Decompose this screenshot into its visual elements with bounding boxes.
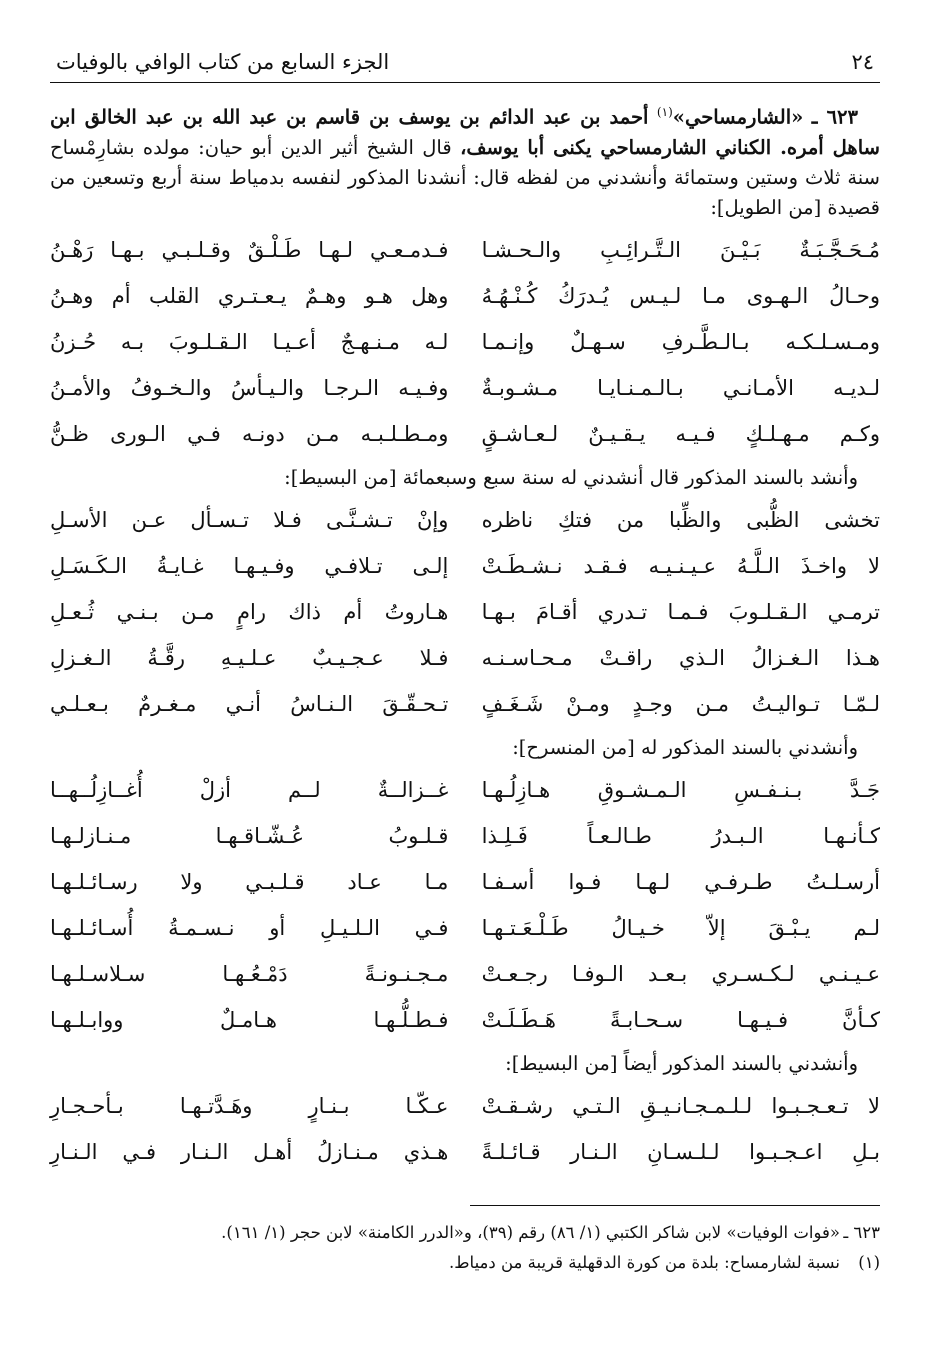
running-header	[50, 40, 880, 83]
verse-second-hemistich: قـلـوبُ عُـشّـاقـهـا مـنـازلـهـا	[50, 823, 449, 848]
verse	[50, 589, 880, 635]
verse-second-hemistich: فـدمـعـي لـهـا طَـلْـقٌ وقـلـبـي بـهـا رَهْـنُ	[50, 237, 449, 262]
biography-entry	[50, 97, 880, 223]
verse	[50, 905, 880, 951]
verse-first-hemistich: كـأنَّ فـيـهـا سـحـابـةً هَـطَـلَـتْ	[481, 1007, 880, 1032]
verse-first-hemistich: لا واخـذَ الـلَّـهُ عـيـنـيـه فـقـد نـشـطَـتْ	[481, 553, 880, 578]
verse	[50, 1129, 880, 1175]
verse-first-hemistich: بـلِ اعـجـبـوا لـلـسـانِ الـنـار قـائـلـةً	[481, 1139, 880, 1164]
verse-first-hemistich: أرسـلـتُ طـرفـي لـهـا فـوا أسـفـا	[481, 869, 880, 894]
verse-first-hemistich: لـديـه الأمـانـي بـالـمـنـايـا مـشـوبـةٌ	[481, 375, 880, 400]
verse-first-hemistich: وحـالُ الـهـوى مـا لـيـس يُـدرَكُ كُـنْـهُـهُ	[481, 283, 880, 308]
footnote-number: (١)	[858, 1252, 880, 1272]
verse-first-hemistich: لـمّـا تـواليـتُ مـن وجـدٍ ومـنْ شَـغَـفٍ	[481, 691, 880, 716]
verse	[50, 681, 880, 727]
verse-second-hemistich: هـاروتُ أم ذاك رامٍ مـن بـنـي ثُـعـلِ	[50, 599, 449, 624]
verse	[50, 767, 880, 813]
footnotes	[50, 1218, 880, 1278]
footnote-marker: (١)	[656, 105, 673, 119]
verse-first-hemistich: ترمـي الـقـلـوبَ فـمـا تـدري أقـامَ بـهـا	[481, 599, 880, 624]
verse-first-hemistich: جَـدَّ بـنـفـسِ الـمـشـوقِ هـازِلُـهـا	[481, 777, 880, 802]
poem-intro: وأنشدني بالسند المذكور له [من المنسرح]:	[512, 735, 858, 759]
footnote-number: ٦٢٣ ـ	[843, 1222, 880, 1242]
verse-second-hemistich: تـحـقّـقَ الـنـاسُ أنـي مـغـرمٌ بـعـلـي	[50, 691, 449, 716]
verse-second-hemistich: عـكّـا بـنـارٍ وهَـدَّتـهـا بـأحـجـارِ	[50, 1093, 449, 1118]
verse	[50, 951, 880, 997]
verse	[50, 227, 880, 273]
poem-2	[50, 497, 880, 727]
verse-first-hemistich: كـأنـهـا الـبـدرُ طـالـعـاً فَـلِـذا	[481, 823, 880, 848]
verse	[50, 543, 880, 589]
verse-first-hemistich: وكـم مـهـلـكٍ فـيـه يـقـيـنٌ لـعـاشـقٍ	[481, 421, 880, 446]
verse-first-hemistich: عـيـنـي لـكـسـري بـعـد الـوفـا رجـعـتْ	[481, 961, 880, 986]
verse-second-hemistich: فـي الـلـيـلِ أو نـسـمـةُ أُسـائـلـهـا	[50, 915, 449, 940]
verse-second-hemistich: فـطـلُّـهـا هـامـلٌ ووابـلـهـا	[50, 1007, 449, 1032]
verse	[50, 1083, 880, 1129]
verse	[50, 319, 880, 365]
verse-first-hemistich: لـم يـبْـقَ إلاّ خـيـالُ طَـلْـعَـتـهـا	[481, 915, 880, 940]
verse-second-hemistich: فـلا عـجـيـبٌ عـلـيـهِ رقَّـةُ الـغـزلِ	[50, 645, 449, 670]
footnote	[50, 1248, 880, 1278]
verse-second-hemistich: مـجـنـونـةً دَمْـعُـهـا سـلاسـلـهـا	[50, 961, 449, 986]
verse	[50, 813, 880, 859]
verse	[50, 411, 880, 457]
verse-second-hemistich: وفـيـه الـرجـا والـيـأسُ والـخـوفُ والأمـنُ	[50, 375, 449, 400]
entry-heading: «الشارمساحي»	[672, 105, 804, 129]
verse	[50, 859, 880, 905]
verse	[50, 273, 880, 319]
verse-second-hemistich: إلـى تـلافـي وفـيـهـا غـايـةُ الـكَـسَـلِ	[50, 553, 449, 578]
verse-second-hemistich: هـذي مـنـازلُ أهـل الـنـار فـي الـنـارِ	[50, 1139, 449, 1164]
poem-1	[50, 227, 880, 457]
poem-intro: وأنشد بالسند المذكور قال أنشدني له سنة سبع وسبعمائة [من البسيط]:	[284, 465, 858, 489]
poem-intro: وأنشدني بالسند المذكور أيضاً [من البسيط]:	[505, 1051, 858, 1075]
entry-body: قال الشيخ أثير الدين أبو حيان: مولده بشارِمْساح سنة ثلاث وستين وستمائة وأنشدني من لفظه قال: أنشدنا المذكور لنفسه بدمياط سنة أربع وتسعين من قصيدة [من الطويل]:	[50, 135, 880, 219]
verse-first-hemistich: ومـسـلـكـه بـالـطَّـرفِ سـهـلٌ وإنـمـا	[481, 329, 880, 354]
footnote-text: نسبة لشارمساح: بلدة من كورة الدقهلية قريبة من دمياط.	[449, 1252, 840, 1272]
poem-4	[50, 1083, 880, 1175]
verse	[50, 635, 880, 681]
verse	[50, 497, 880, 543]
footnote	[50, 1218, 880, 1248]
running-title: الجزء السابع من كتاب الوافي بالوفيات	[56, 50, 390, 74]
verse-first-hemistich: مُـحَـجَّـبَـةٌ بَـيْـنَ الـتَّـرائِـبِ والـحـشـا	[481, 237, 880, 262]
verse-second-hemistich: وإنْ تـشـنَّـى فـلا تـسـأل عـن الأسـلِ	[50, 507, 449, 532]
verse-first-hemistich: تخشى الظُّبى والظِّبا من فتكِ ناظره	[481, 507, 880, 532]
verse-second-hemistich: وهل هـو وهـمٌ يـعـتـري القلب أم وهـنُ	[50, 283, 449, 308]
footnote-separator	[470, 1205, 880, 1206]
verse-first-hemistich: هـذا الـغـزالُ الـذي راقـتْ مـحـاسـنـه	[481, 645, 880, 670]
verse-second-hemistich: لـه مـنـهـجٌ أعـيـا الـقـلـوبَ بـه حُـزنُ	[50, 329, 449, 354]
verse-first-hemistich: لا تـعـجـبـوا لـلـمـجـانـيـقِ الـتـي رشـقـتْ	[481, 1093, 880, 1118]
entry-number: ٦٢٣ ـ	[811, 105, 858, 129]
verse	[50, 997, 880, 1043]
verse	[50, 365, 880, 411]
page-number: ٢٤	[851, 50, 874, 74]
book-page	[50, 40, 880, 1278]
footnote-text: «فوات الوفيات» لابن شاكر الكتبي (١/ ٨٦) رقم (٣٩)، و«الدرر الكامنة» لابن حجر (١/ ١٦١).	[221, 1222, 840, 1242]
entry-full-name: أحمد بن عبد الدائم بن يوسف بن قاسم بن عبد الله بن عبد الخالق ابن ساهل أمره. الكناني الشارمساحي يكنى أبا يوسف،	[50, 105, 881, 159]
verse-second-hemistich: ومـطـلـبـه مـن دونـه فـي الـورى ظـنُّ	[50, 421, 449, 446]
poem-3	[50, 767, 880, 1043]
verse-second-hemistich: غــزالــةٌ لــم أزلْ أُغــازِلُــهــا	[50, 777, 449, 802]
verse-second-hemistich: مـا عـاد قـلـبـي ولا رسـائـلـهـا	[50, 869, 449, 894]
